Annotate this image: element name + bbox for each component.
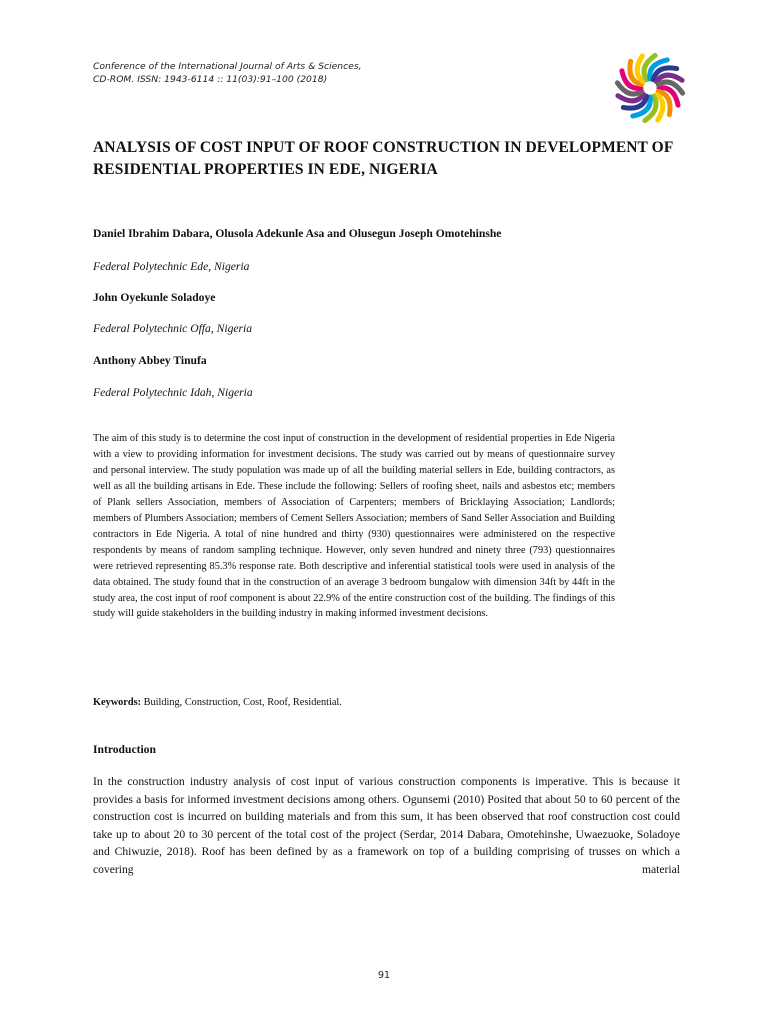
conference-logo-icon <box>614 52 686 124</box>
introduction-heading: Introduction <box>93 743 156 756</box>
page-number: 91 <box>377 970 391 981</box>
abstract-text: The aim of this study is to determine the cost input of construction in the development of residential properties in Ede Nigeria with a view to providing information for investment decisions. The study was carried out by means of questionnaire survey and personal interview. The study population was made up of all the building material sellers in Ede, building contractors, as well as all the building artisans in Ede. These include the following: Sellers of roofing sheet, nails and asbestos etc; members of Plank sellers Association, members of Association of Carpenters; members of Bricklaying Association; Landlords; members of Plumbers Association; members of Cement Sellers Association; members of Sand Seller Association and Building contractors in Ede Nigeria. A total of nine hundred and thirty (930) questionnaires were administered on the respective respondents by means of random sampling technique. However, only seven hundred and ninety three (793) questionnaires were retrieved representing 85.3% response rate. Both descriptive and inferential statistical tools were used in analysis of the data obtained. The study found that in the construction of an average 3 bedroom bungalow with dimension 34ft by 44ft in the study area, the cost input of roof component is about 22.9% of the entire construction cost of the building. The findings of this study will guide stakeholders in the building industry in making informed investment decisions. <box>93 433 615 620</box>
journal-header <box>93 60 362 86</box>
keywords-value: Building, Construction, Cost, Roof, Residential. <box>141 697 342 708</box>
introduction-text: In the construction industry analysis of cost input of various construction components is imperative. This is because it provides a basis for informed investment decisions among others. Ogunsemi (2010) Posited that about 50 to 60 percent of the construction cost is incurred on building materials and from this sum, it has been observed that roof construction cost could take up to about 20 to 30 percent of the total cost of the project (Serdar, 2014 Dabara, Omotehinshe, Uwaezuoke, Soladoye and Chiwuzie, 2018). Roof has been defined by as a framework on top of a building comprising of trusses on which a covering material <box>93 775 680 876</box>
keywords-line <box>93 697 342 708</box>
author-3: Anthony Abbey Tinufa <box>93 354 207 367</box>
author-2: John Oyekunle Soladoye <box>93 291 216 304</box>
journal-header-line-2: CD-ROM. ISSN: 1943-6114 :: 11(03):91–100 (2018) <box>93 74 328 85</box>
authors-group-1: Daniel Ibrahim Dabara, Olusola Adekunle Asa and Olusegun Joseph Omotehinshe <box>93 227 502 240</box>
journal-header-line-1: Conference of the International Journal of Arts & Sciences, <box>93 61 362 72</box>
affiliation-1: Federal Polytechnic Ede, Nigeria <box>93 260 250 273</box>
paper-title: ANALYSIS OF COST INPUT OF ROOF CONSTRUCTION IN DEVELOPMENT OF RESIDENTIAL PROPERTIES IN EDE, NIGERIA <box>93 139 673 178</box>
keywords-label: Keywords: <box>93 697 142 708</box>
affiliation-3: Federal Polytechnic Idah, Nigeria <box>93 386 253 399</box>
affiliation-2: Federal Polytechnic Offa, Nigeria <box>93 322 253 335</box>
